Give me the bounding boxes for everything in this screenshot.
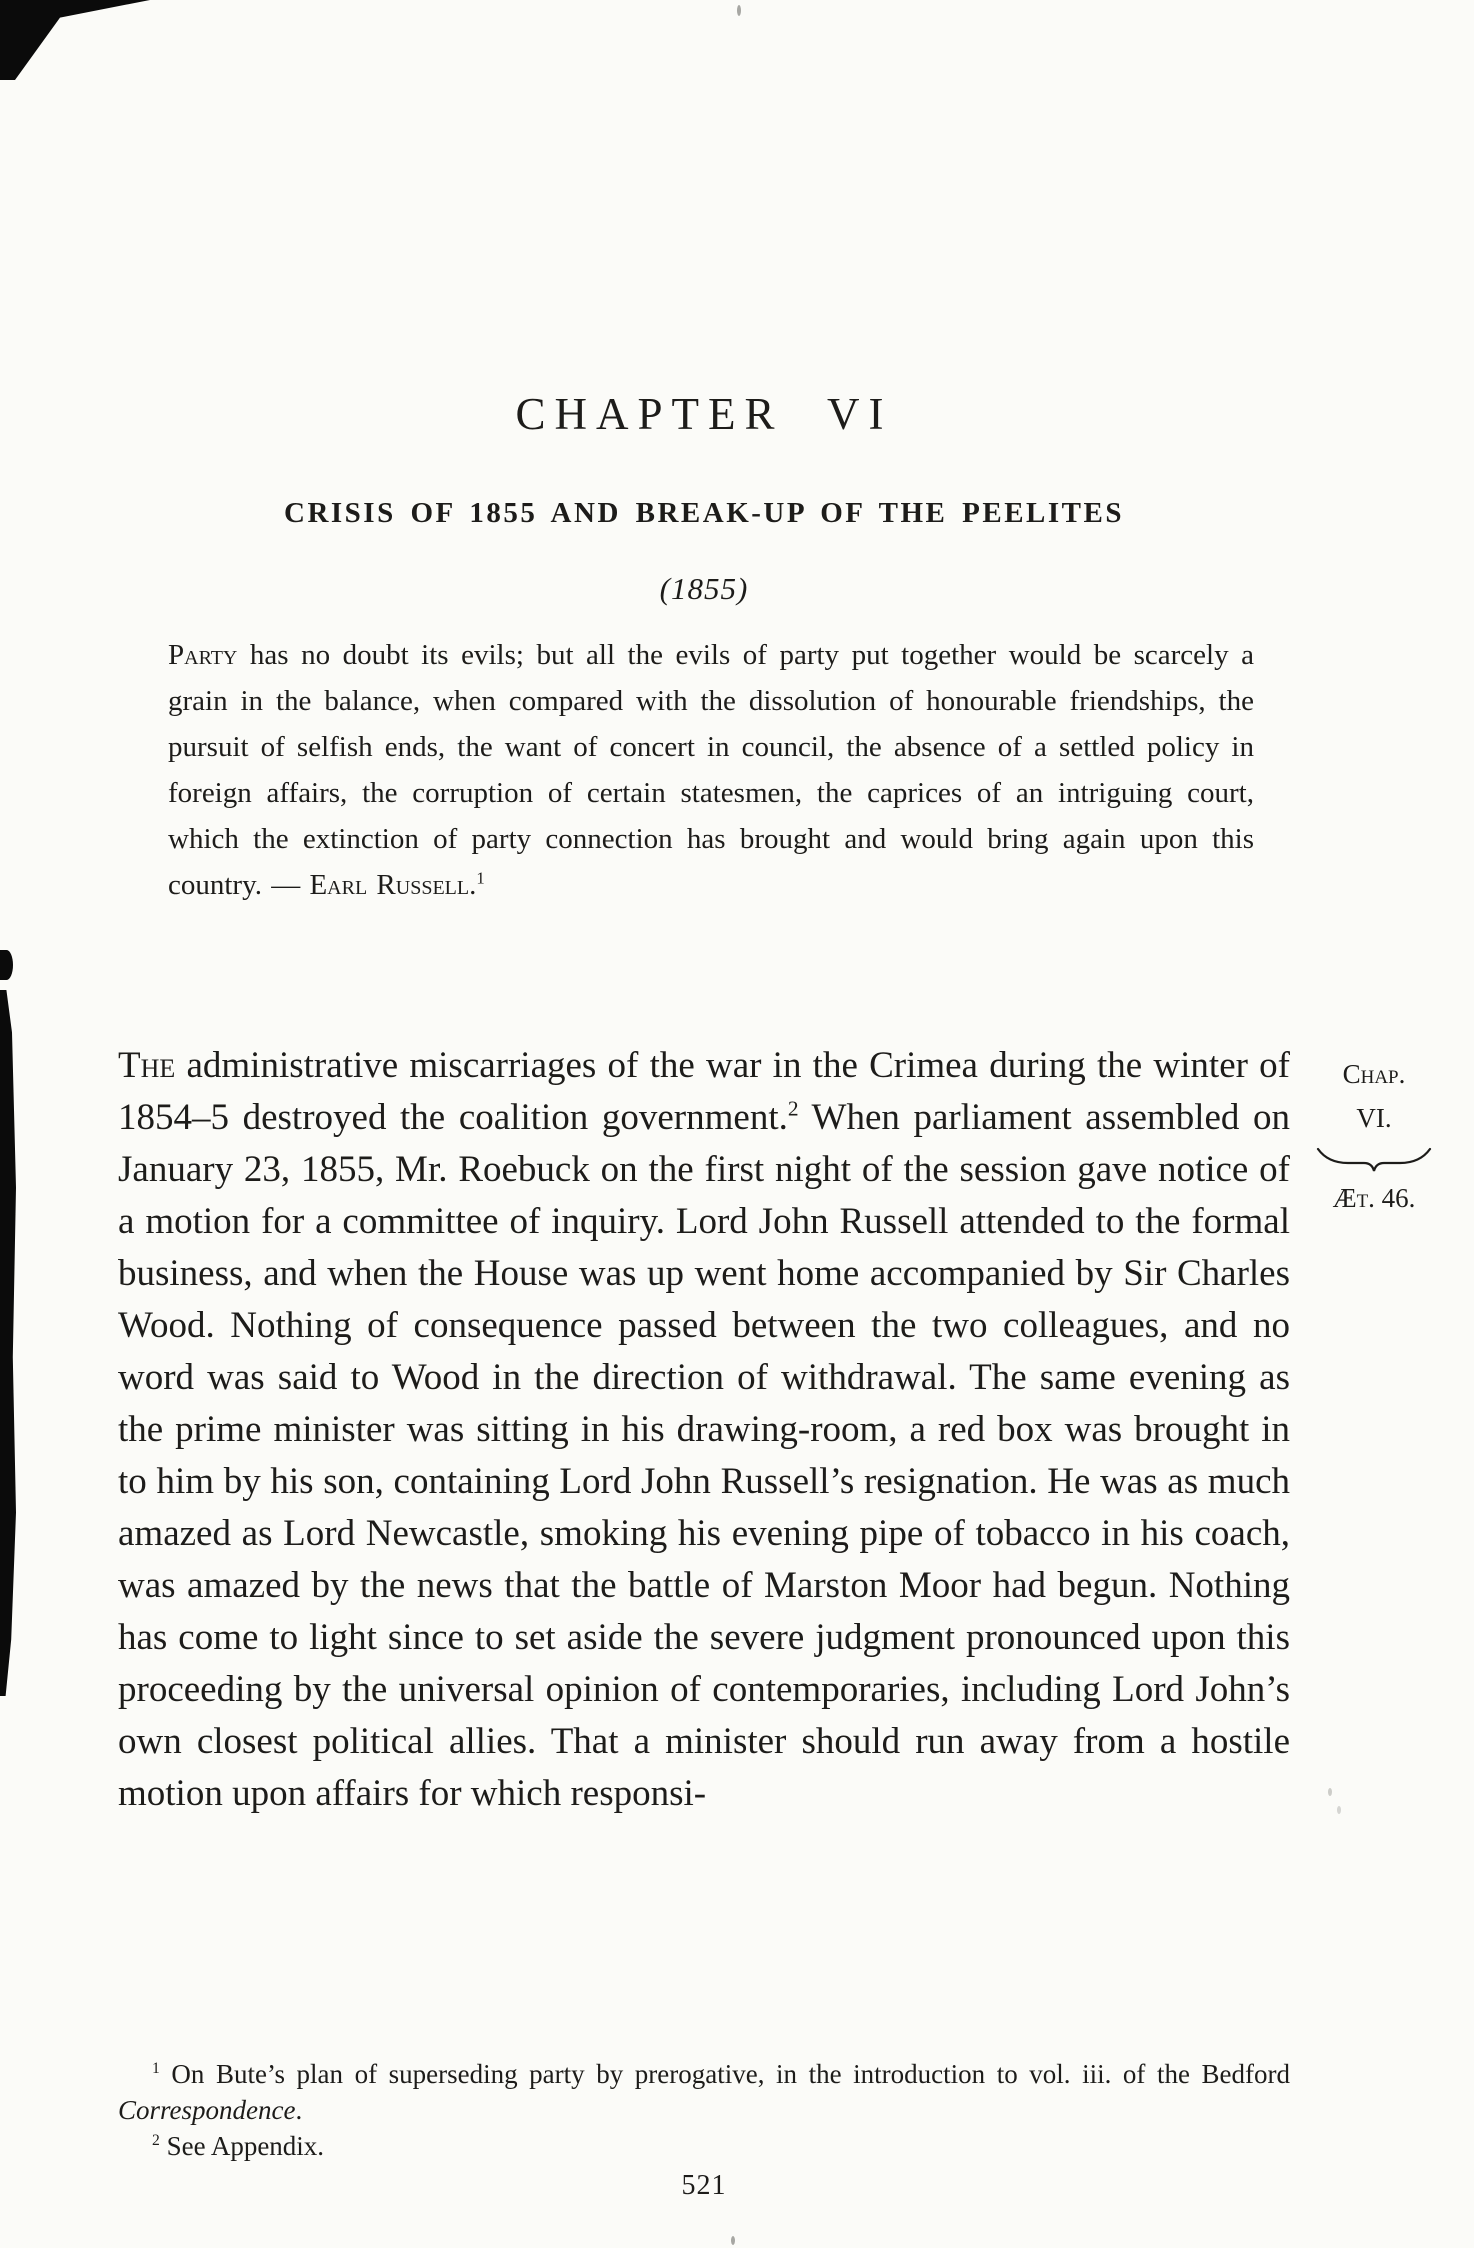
margin-underbrace-icon bbox=[1300, 1142, 1448, 1172]
page-number: 521 bbox=[681, 2170, 727, 2201]
chapter-year: (1855) bbox=[659, 571, 749, 606]
scan-artifact-top-left-corner bbox=[0, 0, 150, 80]
margin-chapter-label: Chap. bbox=[1342, 1059, 1406, 1089]
chapter-subtitle: CRISIS OF 1855 AND BREAK-UP OF THE PEELITES bbox=[284, 497, 1124, 529]
epigraph-lead-word: Party bbox=[168, 639, 238, 671]
footnote-2-number: 2 bbox=[152, 2132, 160, 2149]
footnote-reference-1: 1 bbox=[476, 868, 485, 888]
paragraph-lead-word: The bbox=[118, 1045, 176, 1086]
footnote-1-italic-title: Correspondence bbox=[118, 2095, 296, 2125]
paragraph-text-part1: administrative miscarriages of the war in the Crimea during the winter of 1854–5 destroyed the coalition government. bbox=[118, 1045, 1290, 1138]
margin-notes bbox=[1300, 1052, 1448, 1220]
paragraph-text-part2: When parliament assembled on January 23, 1855, Mr. Roebuck on the first night of the session gave notice of a motion for a committee of inquiry. Lord John Russell attended to the formal business, and when the House was up went home accompanied by Sir Charles Wood. Nothing of consequence passed between the two colleagues, and no word was said to Wood in the direction of withdrawal. The same evening as the prime minister was sitting in his drawing-room, a red box was brought in to him by his son, containing Lord John Russell’s resignation. He was as much amazed as Lord Newcastle, smoking his evening pipe of tobacco in his coach, was amazed by the news that the battle of Marston Moor had begun. Nothing has come to light since to set aside the severe judgment pronounced upon this proceeding by the universal opinion of contemporaries, including Lord John’s own closest political allies. That a minister should run away from a hostile motion upon affairs for which responsi- bbox=[118, 1097, 1290, 1814]
scan-speck-right-margin bbox=[1328, 1788, 1332, 1796]
epigraph-attribution: Earl Russell. bbox=[309, 869, 477, 901]
footnotes-section bbox=[118, 2056, 1290, 2164]
scan-artifact-left-edge-dot bbox=[0, 950, 13, 980]
epigraph bbox=[168, 632, 1254, 908]
margin-age-note: Æt. 46. bbox=[1332, 1183, 1416, 1213]
scan-speck-bottom-center bbox=[731, 2236, 735, 2245]
footnote-reference-2: 2 bbox=[787, 1096, 799, 1121]
margin-chapter-number: VI. bbox=[1356, 1103, 1392, 1133]
epigraph-text: has no doubt its evils; but all the evils of party put together would be scarcely a grain in the balance, when compared with the dissolution of honourable friendships, the pursuit of selfish ends, the want of concert in council, the absence of a settled policy in foreign affairs, the corruption of certain statesmen, the caprices of an intriguing court, which the extinction of party connection has brought and would bring again upon this country. — bbox=[168, 639, 1254, 901]
footnote-2 bbox=[118, 2128, 1290, 2164]
footnote-1 bbox=[118, 2056, 1290, 2128]
chapter-heading: CHAPTER VI bbox=[515, 389, 893, 439]
footnote-1-number: 1 bbox=[152, 2060, 160, 2077]
footnote-1-text: On Bute’s plan of superseding party by prerogative, in the introduction to vol. iii. of the Bedford bbox=[159, 2059, 1290, 2089]
footnote-2-text: See Appendix. bbox=[159, 2131, 325, 2161]
footnote-1-text-end: . bbox=[295, 2095, 303, 2125]
scan-speck-right-margin bbox=[1337, 1806, 1341, 1814]
scan-artifact-left-edge-bar bbox=[0, 990, 16, 1696]
scan-speck-top-center bbox=[737, 5, 741, 16]
main-paragraph bbox=[118, 1040, 1290, 1820]
